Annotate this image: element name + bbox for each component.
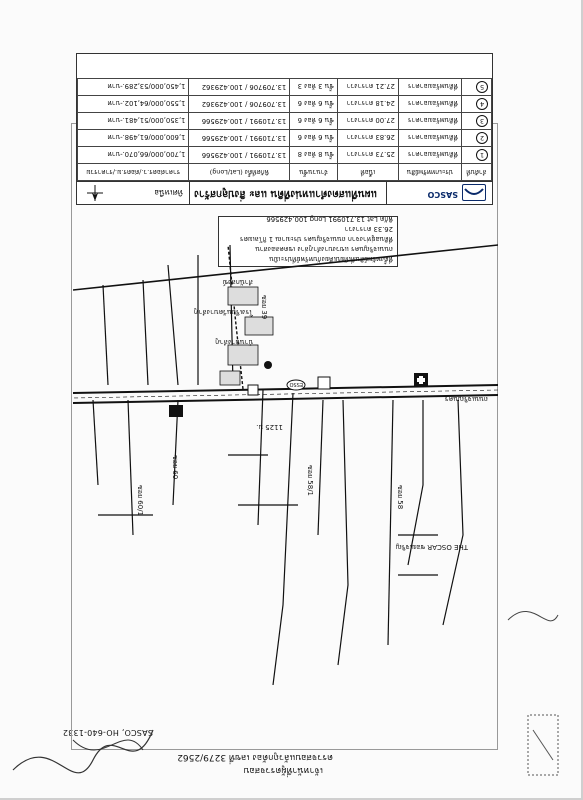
comparables-table <box>77 78 492 181</box>
soi-58-label: ซอย 58 <box>396 485 404 510</box>
row-area: 25.73 ตารางวา <box>337 147 398 164</box>
row-price: 1,550,000/64,102.-บาท <box>78 96 189 113</box>
stamp-mark <box>523 710 563 780</box>
col-type: ประเภททรัพย์สิน <box>398 164 461 181</box>
row-number: 5 <box>476 81 488 93</box>
signature-scribble <box>3 710 163 790</box>
footer-note: ตรวจสอบแล้วถูกต้อง เลขที่ 3279/2562 <box>177 752 333 762</box>
col-price: ราคาต่อตร.ว./ต่อตร.ม./ราคารวม <box>78 164 189 181</box>
soi-60-label: ซอย 60 <box>171 455 179 480</box>
row-area: 26.83 ตารางวา <box>337 130 398 147</box>
place-2-label: บ้านบางลำภู <box>215 338 253 346</box>
location-line-4: พิกัด Lat 13.710991 Long 100.429566 <box>266 215 393 223</box>
row-price: 1,350,000/51,481.-บาท <box>78 113 189 130</box>
esso-label: ESSO <box>289 381 303 387</box>
row-area: 27.00 ตารางวา <box>337 113 398 130</box>
table-row <box>78 113 492 130</box>
landmark-icons <box>169 361 428 417</box>
upper-road <box>73 245 498 290</box>
footer-note-2: เจ้าหน้าที่ผู้ตรวจสอบ <box>243 765 323 775</box>
row-type: ที่ดินพร้อมอาคาร <box>398 147 461 164</box>
legend-panel <box>76 53 493 205</box>
side-streets <box>93 245 463 685</box>
row-coord: 13.710991 / 100.429566 <box>189 130 290 147</box>
row-price: 1,600,000/61,498.-บาท <box>78 130 189 147</box>
location-map <box>73 225 498 685</box>
soi-60-1-label: ซอย 60/1 <box>136 485 144 517</box>
row-number: 2 <box>476 132 488 144</box>
legend-title: แผนที่แสดงตำแหน่งที่ดิน และ สิ่งปลูกสร้าง <box>194 188 377 199</box>
soi-39-label: ซอย 39 <box>260 295 268 320</box>
col-floors: จำนวนชั้น <box>290 164 338 181</box>
row-price: 1,700,000/66,070.-บาท <box>78 147 189 164</box>
table-header-row <box>78 164 492 181</box>
row-coord: 13.710991 / 100.429566 <box>189 113 290 130</box>
legend-header <box>77 181 492 204</box>
row-coord: 13.709706 / 100.429362 <box>189 96 290 113</box>
location-line-3: ที่ดินอยู่ห่างจาก ถนนเจริญนคร ประมาณ 1 กิโลเมตร 26.33 ตารางวา <box>239 225 393 243</box>
row-floors: ชั้น 8 ห้อง 8 <box>290 147 338 164</box>
location-pin-icon <box>264 361 272 369</box>
margin-scribble <box>503 590 563 640</box>
map-labels <box>136 278 488 551</box>
row-coord: 13.710991 / 100.429566 <box>189 147 290 164</box>
row-number: 3 <box>476 115 488 127</box>
col-coord: พิกัดที่ตั้ง (Lat/Long) <box>189 164 290 181</box>
row-area: 27.21 ตารางวา <box>337 79 398 96</box>
north-arrow-icon <box>85 184 105 202</box>
sasco-logo-icon <box>462 184 486 201</box>
row-floors: ชั้น 6 ห้อง 6 <box>290 113 338 130</box>
row-type: ที่ดินพร้อมอาคาร <box>398 113 461 130</box>
row-floors: ชั้น 3 ห้อง 3 <box>290 79 338 96</box>
col-no: ลำดับที่ <box>461 164 491 181</box>
mall-icon <box>318 377 330 389</box>
distance-label: 1125 ม. <box>256 423 283 431</box>
place-3-label: โรงเรียนวัดบางลำภู <box>193 308 253 316</box>
row-coord: 13.709706 / 100.429362 <box>189 79 290 96</box>
soi-58-1-label: ซอย 58/1 <box>306 465 314 497</box>
location-line-1: ที่ตั้งทรัพย์สินที่เทียบเคียงกับทรัพย์ที่ประเมิน <box>269 255 393 263</box>
row-floors: ชั้น 6 ห้อง 6 <box>290 96 338 113</box>
row-type: ที่ดินพร้อมอาคาร <box>398 96 461 113</box>
col-area: เนื้อที่ <box>337 164 398 181</box>
row-number: 1 <box>476 149 488 161</box>
compass-label: ทิศเหนือ <box>154 188 183 197</box>
main-road <box>73 385 498 403</box>
place-1-label: THE OSCAR ซอยเจริญ <box>395 543 468 551</box>
row-type: ที่ดินพร้อมอาคาร <box>398 79 461 96</box>
row-area: 24.18 ตารางวา <box>337 96 398 113</box>
table-row <box>78 130 492 147</box>
row-type: ที่ดินพร้อมอาคาร <box>398 130 461 147</box>
gas-icon <box>248 385 258 395</box>
logo-area <box>386 182 492 204</box>
row-price: 1,450,000/53,289.-บาท <box>78 79 189 96</box>
document-code: SASCO, HO-640-1332 <box>62 728 153 737</box>
table-row <box>78 147 492 164</box>
table-row <box>78 96 492 113</box>
bank-icon <box>169 405 183 417</box>
row-number: 4 <box>476 98 488 110</box>
location-line-2: ถนนเจริญนคร แขวงบางลำภูล่าง เขตคลองสาน <box>255 245 393 253</box>
row-floors: ชั้น 6 ห้อง 6 <box>290 130 338 147</box>
compass-area <box>77 182 190 204</box>
place-4-label: สำนักสงฆ์ <box>222 278 253 286</box>
table-row <box>78 79 492 96</box>
logo-text: SASCO <box>427 190 458 199</box>
main-road-label: ถนนเจริญนคร <box>444 395 488 403</box>
